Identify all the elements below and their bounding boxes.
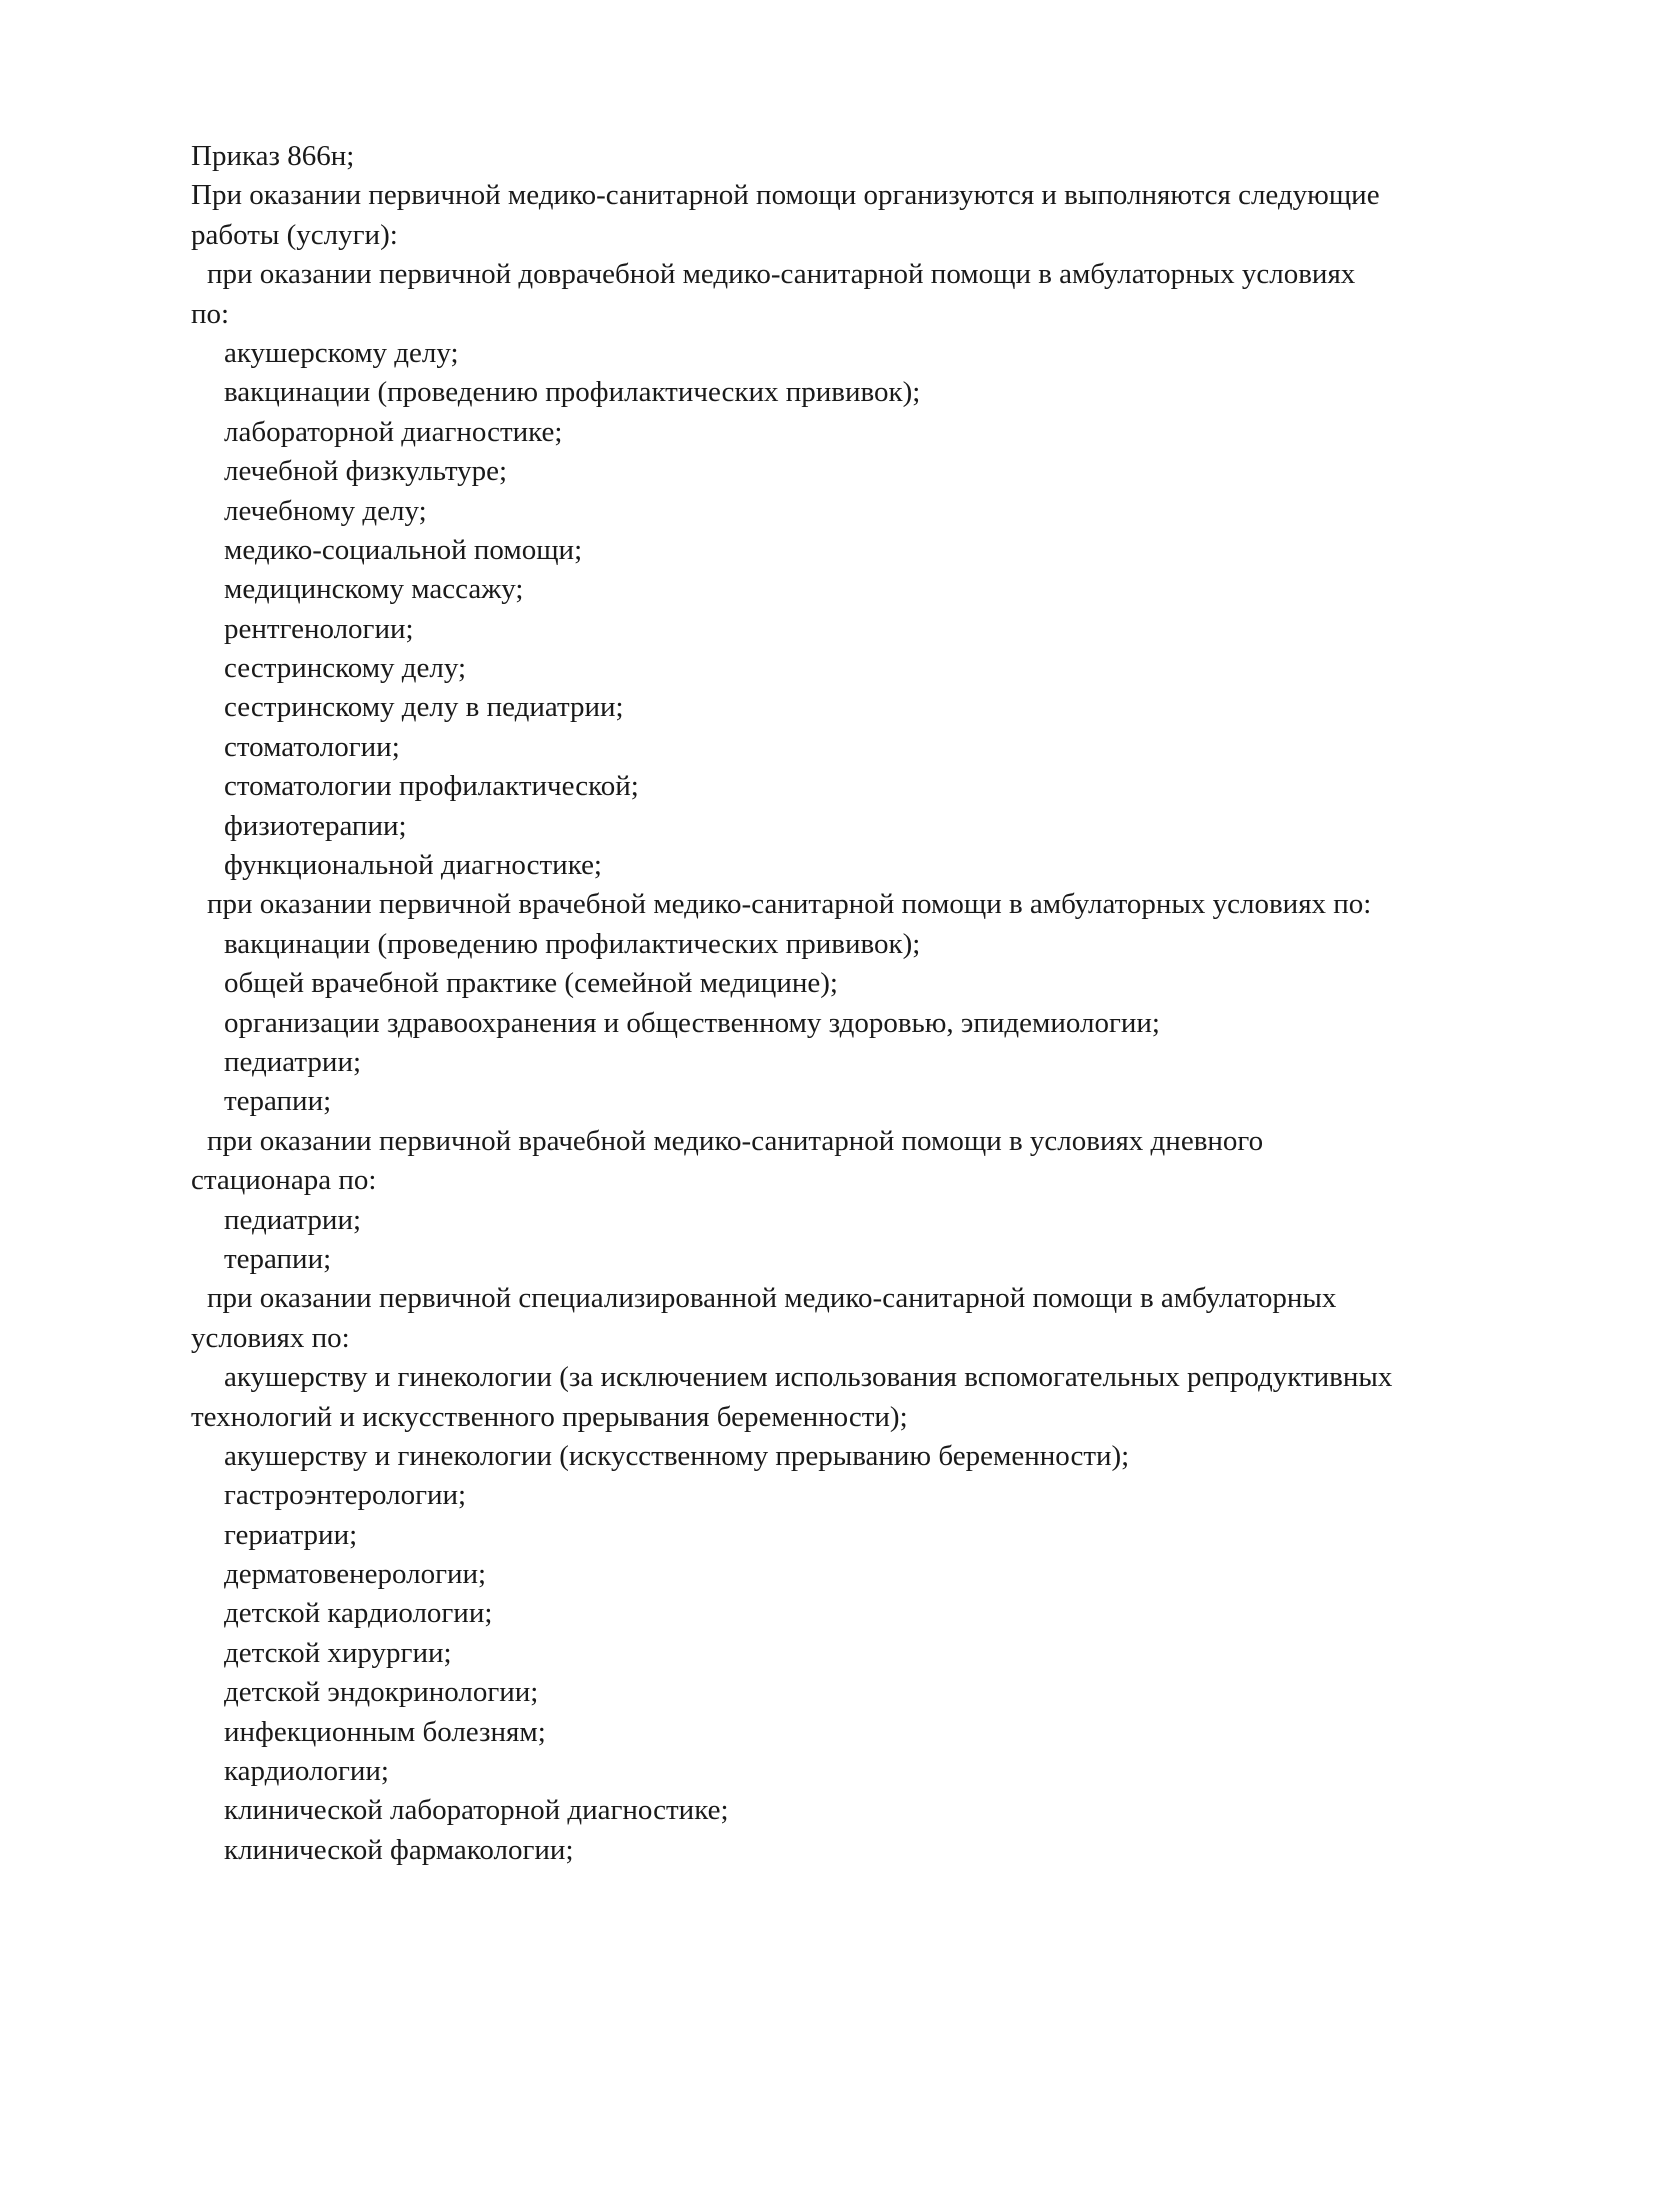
list-item: детской хирургии; [224, 1636, 452, 1669]
list-item: функциональной диагностике; [224, 849, 602, 882]
list-item: клинической фармакологии; [224, 1833, 574, 1866]
list-item: рентгенологии; [224, 612, 414, 645]
list-item: технологий и искусственного прерывания беременности); [191, 1400, 908, 1433]
section-heading: при оказании первичной врачебной медико-санитарной помощи в амбулаторных условиях по: [207, 888, 1372, 921]
list-item: терапии; [224, 1085, 332, 1118]
list-item: лечебной физкультуре; [224, 455, 508, 488]
list-item: терапии; [224, 1242, 332, 1275]
list-item: педиатрии; [224, 1045, 362, 1078]
intro-line: работы (услуги): [191, 218, 398, 251]
list-item: инфекционным болезням; [224, 1715, 546, 1748]
list-item: сестринскому делу в педиатрии; [224, 691, 624, 724]
list-item: вакцинации (проведению профилактических прививок); [224, 376, 921, 409]
list-item: акушерству и гинекологии (за исключением использования вспомогательных репродуктивных [224, 1361, 1393, 1394]
list-item: общей врачебной практике (семейной медицине); [224, 967, 838, 1000]
section-heading: при оказании первичной специализированной медико-санитарной помощи в амбулаторных [207, 1282, 1337, 1315]
section-heading: по: [191, 297, 230, 330]
list-item: кардиологии; [224, 1755, 389, 1788]
document-text [191, 137, 1551, 1870]
section-heading: стационара по: [191, 1164, 377, 1197]
section-heading: условиях по: [191, 1321, 350, 1354]
list-item: лечебному делу; [224, 494, 427, 527]
list-item: стоматологии; [224, 730, 400, 763]
section-heading: при оказании первичной доврачебной медико-санитарной помощи в амбулаторных условиях [207, 258, 1356, 291]
list-item: лабораторной диагностике; [224, 415, 563, 448]
list-item: детской кардиологии; [224, 1597, 493, 1630]
list-item: сестринскому делу; [224, 652, 467, 685]
section-heading: при оказании первичной врачебной медико-санитарной помощи в условиях дневного [207, 1124, 1264, 1157]
list-item: физиотерапии; [224, 809, 407, 842]
list-item: организации здравоохранения и общественному здоровью, эпидемиологии; [224, 1006, 1160, 1039]
list-item: педиатрии; [224, 1203, 362, 1236]
list-item: акушерству и гинекологии (искусственному прерыванию беременности); [224, 1439, 1130, 1472]
list-item: медицинскому массажу; [224, 573, 524, 606]
list-item: акушерскому делу; [224, 336, 459, 369]
document-title: Приказ 866н; [191, 140, 355, 172]
list-item: дерматовенерологии; [224, 1558, 487, 1591]
list-item: детской эндокринологии; [224, 1676, 539, 1709]
list-item: медико-социальной помощи; [224, 533, 583, 566]
list-item: вакцинации (проведению профилактических прививок); [224, 927, 921, 960]
list-item: стоматологии профилактической; [224, 770, 639, 803]
list-item: гастроэнтерологии; [224, 1479, 467, 1512]
intro-line: При оказании первичной медико-санитарной помощи организуются и выполняются следующие [191, 179, 1380, 212]
list-item: гериатрии; [224, 1518, 358, 1551]
list-item: клинической лабораторной диагностике; [224, 1794, 729, 1827]
